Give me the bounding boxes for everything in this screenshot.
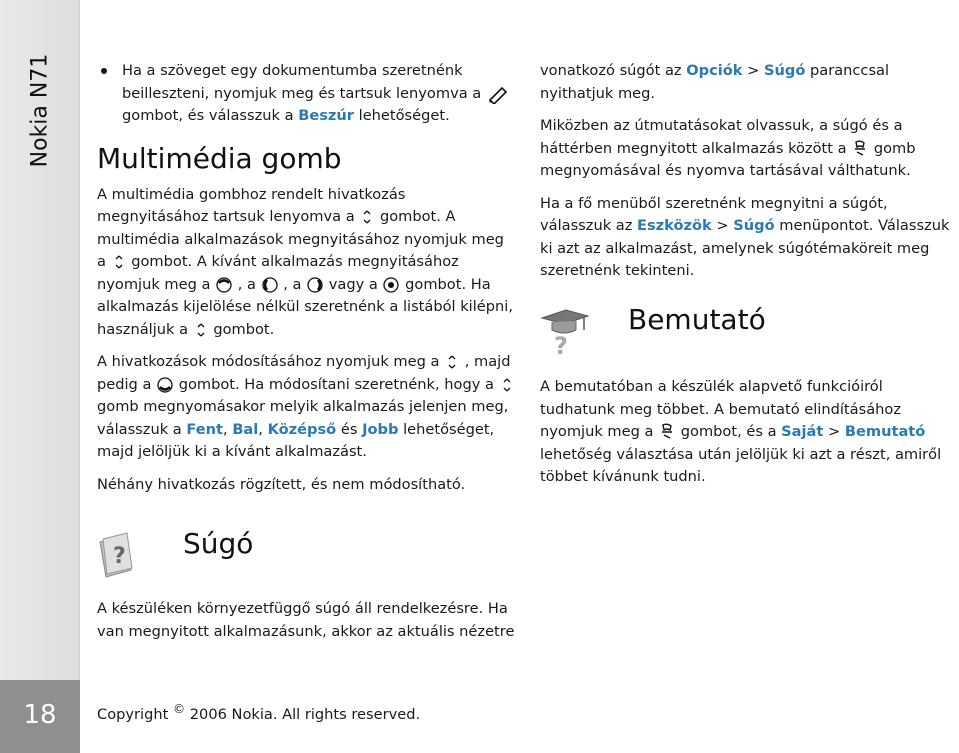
bullet-text-1: Ha a szöveget egy dokumentumba szeretnénk beilleszteni, nyomjuk meg és tartsuk lenyomva a (122, 62, 482, 102)
text-span: paranccsal nyithatjuk meg. (540, 62, 890, 102)
text-span: , a (283, 275, 302, 293)
scroll-up-icon (215, 276, 233, 294)
text-span: > (747, 62, 760, 79)
text-span: A hivatkozások módosításához nyomjuk meg a (97, 353, 440, 370)
shortcut-paragraph (97, 351, 517, 464)
right-column (540, 60, 959, 293)
copyright-footer (97, 702, 420, 723)
text-span: , majd pedig a (97, 353, 511, 393)
insert-option-link: Beszúr (298, 107, 354, 124)
menu-key-icon (658, 422, 676, 442)
text-span: gombot, és a (680, 423, 777, 440)
left-column (97, 60, 517, 506)
text-span: Copyright (97, 705, 169, 723)
select-key-icon (382, 276, 400, 294)
text-span: lehetőség választása után jelöljük ki azt a részt, amiről többet kívánunk tudni. (540, 445, 942, 485)
bullet-text-2: gombot, és válasszuk a (122, 107, 294, 124)
copyright-symbol: © (172, 702, 186, 716)
multimedia-key-icon (193, 322, 209, 338)
page-number: 18 (23, 700, 57, 730)
scroll-down-icon (156, 376, 174, 394)
bullet-paragraph (97, 60, 517, 128)
svg-text:?: ? (113, 544, 126, 569)
tools-menu-link: Eszközök (637, 217, 712, 234)
sidebar-title-box (0, 40, 80, 180)
text-span: , (223, 420, 228, 438)
text-span: 2006 Nokia. All rights reserved. (189, 705, 421, 723)
option-left-link: Bal (232, 420, 259, 438)
text-span: > (827, 423, 841, 440)
sidebar-panel (0, 0, 80, 680)
help-text-block (97, 598, 517, 653)
sidebar-title: Nokia N71 (27, 53, 53, 167)
options-menu-link: Opciók (686, 62, 743, 79)
text-span: menüpontot. Válasszuk ki azt az alkalmazást, amelynek súgótémaköreit meg szeretnénk tekinteni. (540, 217, 950, 279)
help-icon (97, 530, 137, 580)
text-span: vagy a (328, 275, 378, 293)
text-span: Ha a fő menüből szeretnénk megnyitni a súgót, válasszuk az (540, 194, 888, 234)
help-options-paragraph (540, 60, 959, 105)
tutorial-heading: Bemutató (628, 303, 766, 336)
option-top-link: Fent (186, 420, 224, 438)
help-text: A készüléken környezetfüggő súgó áll rendelkezésre. Ha van megnyitott alkalmazásunk, akkor az aktuális nézetre (97, 600, 515, 640)
multimedia-heading: Multimédia gomb (97, 141, 342, 175)
tutorial-menu-link: Bemutató (844, 423, 926, 440)
text-span: , a (237, 275, 256, 293)
multimedia-key-icon (499, 377, 515, 393)
main-menu-paragraph (540, 193, 959, 283)
tutorial-paragraph (540, 376, 959, 489)
text-span: > (716, 217, 729, 234)
text-span: gomb megnyomásakor melyik alkalmazás jelenjen meg, válasszuk a (97, 398, 509, 438)
text-span: gombot. Ha alkalmazás kijelölése nélkül szeretnénk a listából kilépni, használjuk a (97, 275, 513, 338)
multimedia-paragraph (97, 184, 517, 342)
help-heading: Súgó (183, 527, 254, 560)
text-span: vonatkozó súgót az (540, 62, 682, 79)
text-span: Miközben az útmutatásokat olvassuk, a súgó és a háttérben megnyitott alkalmazás között a (540, 117, 903, 157)
multimedia-key-icon (444, 354, 460, 370)
text-span: lehetőséget, majd jelöljük ki a kívánt alkalmazást. (97, 420, 495, 460)
page-number-box (0, 680, 80, 753)
own-menu-link: Saját (781, 423, 824, 440)
fixed-shortcuts-note: Néhány hivatkozás rögzített, és nem módosítható. (97, 475, 466, 493)
text-span: gomb megnyomásával és nyomva tartásával válthatunk. (540, 139, 916, 179)
text-span: és (340, 420, 358, 438)
text-span: A multimédia gombhoz rendelt hivatkozás megnyitásához tartsuk lenyomva a (97, 185, 406, 225)
menu-key-icon (851, 139, 869, 159)
help-menu-link: Súgó (763, 62, 806, 79)
sidebar (0, 0, 80, 753)
text-span: gombot. Ha módosítani szeretnénk, hogy a (178, 375, 494, 393)
multimedia-key-icon (111, 254, 127, 270)
scroll-right-icon (306, 276, 324, 294)
text-span: gombot. A kívánt alkalmazás megnyitásához nyomjuk meg a (97, 253, 459, 293)
text-span: gombot. A multimédia alkalmazások megnyitásához nyomjuk meg a (97, 208, 504, 270)
pencil-key-icon (486, 84, 512, 104)
multimedia-key-icon (359, 209, 375, 225)
tutorial-text-block (540, 376, 959, 499)
option-right-link: Jobb (362, 420, 399, 438)
bullet-text-3: lehetőséget. (358, 107, 450, 124)
switch-paragraph (540, 115, 959, 183)
tutorial-icon (540, 300, 590, 358)
scroll-left-icon (261, 276, 279, 294)
svg-text:?: ? (554, 332, 568, 358)
text-span: A bemutatóban a készülék alapvető funkcióiról tudhatunk meg többet. A bemutató elindításához nyomjuk meg a (540, 378, 901, 440)
help-menu-link: Súgó (733, 217, 775, 234)
option-middle-link: Középső (267, 420, 337, 438)
text-span: , (258, 420, 263, 438)
text-span: gombot. (213, 320, 275, 338)
